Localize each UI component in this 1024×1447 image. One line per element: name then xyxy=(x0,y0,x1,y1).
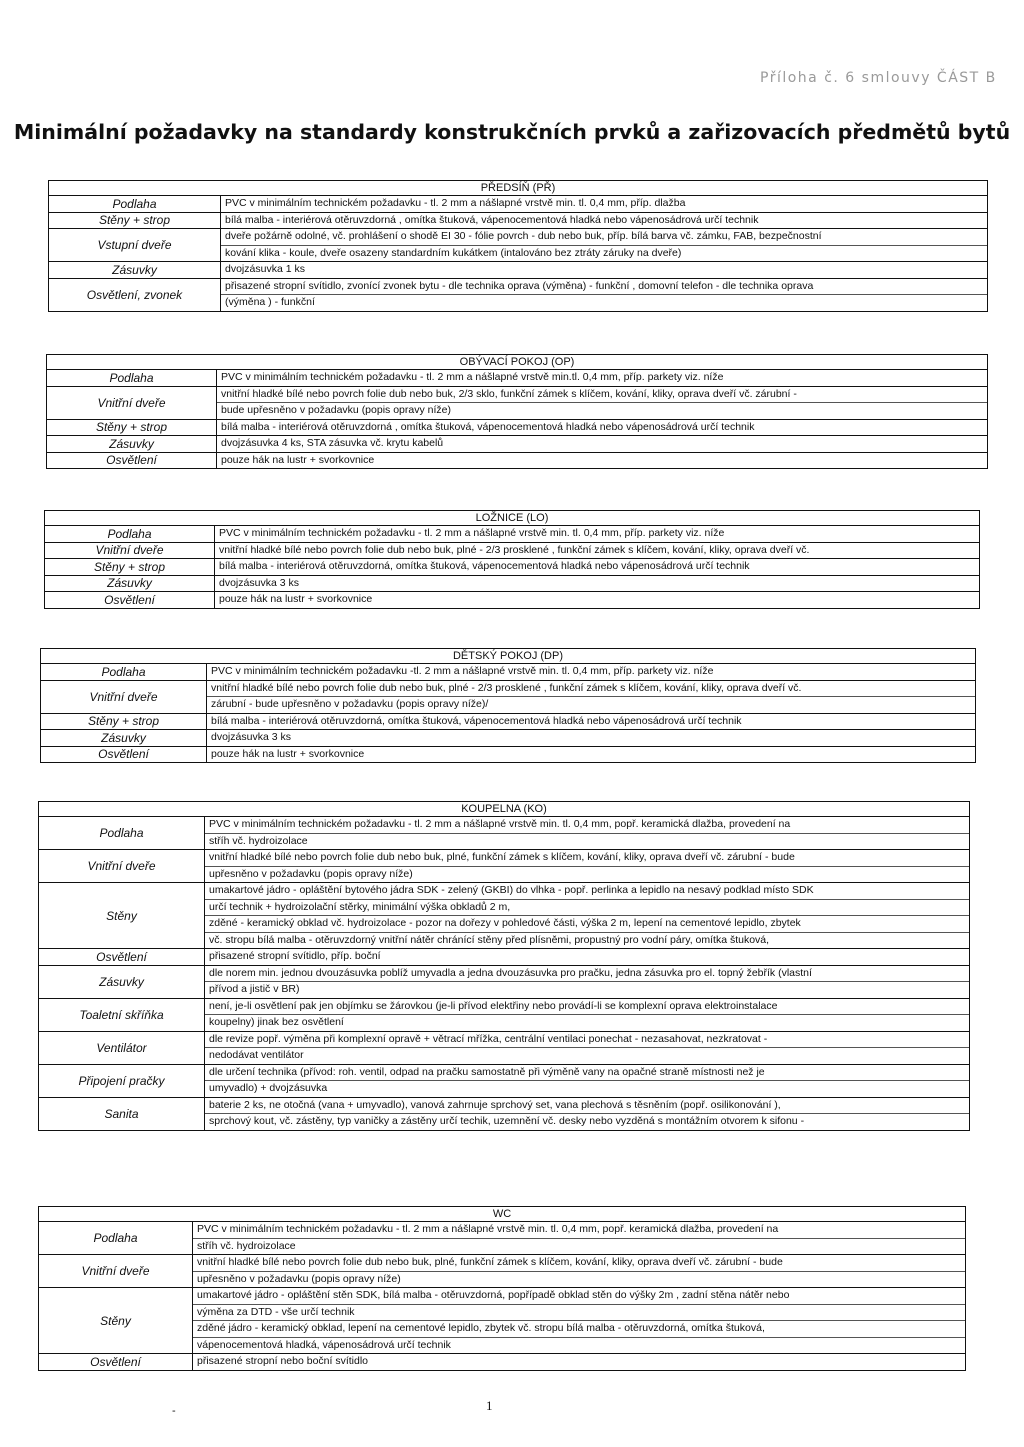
row-value xyxy=(205,966,969,998)
row-label: Zásuvky xyxy=(47,436,217,452)
row-value xyxy=(193,1255,965,1287)
value-line: PVC v minimálním technickém požadavku -tl. 2 mm a nášlapné vrstvě min. tl. 0,4 mm, příp. parkety viz. níže xyxy=(211,665,714,677)
page-number: 1 xyxy=(486,1398,493,1413)
row-value xyxy=(207,681,975,713)
value-line: PVC v minimálním technickém požadavku - tl. 2 mm a nášlapné vrstvě min. tl. 0,4 mm, popř. keramická dlažba, provedení na xyxy=(205,817,969,834)
section-loznice xyxy=(44,510,980,609)
table-row xyxy=(39,1353,965,1370)
row-value xyxy=(205,1032,969,1064)
value-line: koupelny) jinak bez osvětlení xyxy=(209,1016,344,1028)
value-line: sprchový kout, vč. zástěny, typ vaničky a zástěny určí techik, uzemnění vč. desky nebo vyzděná s montážním otvorem k sifonu - xyxy=(209,1115,805,1127)
value-line: umakartové jádro - opláštění bytového jádra SDK - zelený (GKBI) do vlhka - popř. perlinka a lepidlo na nesavý podklad místo SDK xyxy=(205,883,969,900)
row-value xyxy=(207,664,975,680)
row-value xyxy=(221,213,987,229)
section-title: OBÝVACÍ POKOJ (OP) xyxy=(459,356,575,368)
document-stamp: Příloha č. 6 smlouvy ČÁST B xyxy=(760,70,997,86)
row-label: Podlaha xyxy=(39,1222,193,1254)
section-title: KOUPELNA (KO) xyxy=(461,803,547,815)
value-line: přívod a jistič v BR) xyxy=(209,983,300,995)
table-row xyxy=(39,882,969,948)
row-label: Sanita xyxy=(39,1098,205,1130)
section-obyvaci-pokoj xyxy=(46,354,988,469)
value-line: dvojzásuvka 1 ks xyxy=(225,263,305,275)
table-row xyxy=(39,965,969,998)
value-line: přisazené stropní nebo boční svítidlo xyxy=(197,1355,369,1367)
row-label: Toaletní skříňka xyxy=(39,999,205,1031)
page-title: Minimální požadavky na standardy konstrukčních prvků a zařizovacích předmětů bytů xyxy=(13,120,1011,144)
section-title: WC xyxy=(492,1208,512,1220)
row-label: Podlaha xyxy=(39,817,205,849)
value-line: vč. stropu bílá malba - otěruvzdorný vnitřní nátěr chránící stěny před plísněmi, propustný pro vodní páry, omítka štuková, xyxy=(209,933,770,946)
row-value xyxy=(221,196,987,212)
value-line: přisazené stropní svítidlo, příp. boční xyxy=(209,950,381,962)
row-label: Podlaha xyxy=(47,370,217,386)
table-row xyxy=(39,1097,969,1130)
value-line: umyvadlo) + dvojzásuvka xyxy=(209,1082,328,1094)
row-value xyxy=(193,1222,965,1254)
value-line: není, je-li osvětlení pak jen objímku se žárovkou (je-li přívod elektřiny nebo provádí-li se komplexní oprava elektroinstalace xyxy=(205,999,969,1016)
table-row xyxy=(45,525,979,542)
section-wc xyxy=(38,1206,966,1371)
footer-mark: - xyxy=(172,1405,176,1417)
value-line: vnitřní hladké bílé nebo povrch folie dub nebo buk, plné, funkční zámek s klíčem, kování, kliky, oprava dveří vč. zárubní - bude xyxy=(193,1255,965,1272)
table-row xyxy=(39,1064,969,1097)
value-line: dvojzásuvka 4 ks, STA zásuvka vč. krytu kabelů xyxy=(221,437,444,449)
row-value xyxy=(221,279,987,311)
table-row xyxy=(49,195,987,212)
row-value xyxy=(217,436,987,452)
table-row xyxy=(49,278,987,311)
table-row xyxy=(39,849,969,882)
row-value xyxy=(205,1065,969,1097)
value-line: dle norem min. jednou dvouzásuvka poblíž umyvadla a jedna dvouzásuvka pro pračku, jedna zásuvka pro el. topný žebřík (vlastní xyxy=(205,966,969,983)
row-label: Vnitřní dveře xyxy=(41,681,207,713)
value-line: určí technik + hydroizolační stěrky, minimální výška obkladů 2 m, xyxy=(205,900,969,917)
value-line: zděné - keramický obklad vč. hydroizolace - pozor na dořezy v pohledové části, výška 2 m, lepení na cementové lepidlo, zbytek xyxy=(205,916,969,933)
table-row xyxy=(39,1221,965,1254)
value-line: bílá malba - interiérová otěruvzdorná, omítka štuková, vápenocementová hladká nebo vápenosádrová určí technik xyxy=(219,560,750,572)
row-value xyxy=(217,370,987,386)
row-label: Podlaha xyxy=(41,664,207,680)
row-value xyxy=(193,1354,965,1370)
row-value xyxy=(215,559,979,575)
row-label: Stěny + strop xyxy=(41,714,207,730)
value-line: vnitřní hladké bílé nebo povrch folie dub nebo buk, plné - 2/3 prosklené , funkční zámek s klíčem, kování, kliky, oprava dveří vč. xyxy=(207,681,975,698)
row-value xyxy=(215,576,979,592)
row-value xyxy=(221,229,987,261)
table-row xyxy=(45,558,979,575)
table-row xyxy=(39,816,969,849)
value-line: pouze hák na lustr + svorkovnice xyxy=(211,747,365,760)
value-line: stříh vč. hydroizolace xyxy=(197,1239,296,1252)
row-value xyxy=(205,949,969,965)
row-label: Vnitřní dveře xyxy=(47,387,217,419)
value-line: kování klika - koule, dveře osazeny standardním kukátkem (intalováno bez ztráty záruky na dveře) xyxy=(225,246,682,259)
table-row xyxy=(39,998,969,1031)
value-line: dle určení technika (přívod: roh. ventil, odpad na pračku samostatně při výměně vany na opačné straně místnosti než je xyxy=(205,1065,969,1082)
table-row xyxy=(49,261,987,278)
value-line: upřesněno v požadavku (popis opravy níže) xyxy=(197,1272,401,1285)
value-line: dveře požárně odolné, vč. prohlášení o shodě EI 30 - fólie povrch - dub nebo buk, příp. bílá barva vč. zámku, FAB, bezpečnostní xyxy=(221,229,987,246)
row-value xyxy=(205,850,969,882)
section-title: LOŽNICE (LO) xyxy=(475,512,549,524)
value-line: vápenocementová hladká, vápenosádrová určí technik xyxy=(197,1338,451,1351)
row-label: Vnitřní dveře xyxy=(39,1255,193,1287)
value-line: stříh vč. hydroizolace xyxy=(209,834,308,847)
row-label: Osvětlení xyxy=(39,949,205,965)
value-line: nedodávat ventilátor xyxy=(209,1049,304,1061)
table-row xyxy=(41,746,975,763)
value-line: bílá malba - interiérová otěruvzdorná , omítka štuková, vápenocementová hladká nebo vápenosádrová určí technik xyxy=(225,213,759,226)
row-value xyxy=(221,262,987,278)
row-label: Vstupní dveře xyxy=(49,229,221,261)
value-line: zárubní - bude upřesněno v požadavku (popis opravy níže)/ xyxy=(211,698,489,710)
table-row xyxy=(39,1254,965,1287)
row-label: Vnitřní dveře xyxy=(39,850,205,882)
table-row xyxy=(45,542,979,559)
row-label: Stěny + strop xyxy=(45,559,215,575)
row-label: Podlaha xyxy=(49,196,221,212)
row-value xyxy=(207,714,975,730)
value-line: PVC v minimálním technickém požadavku - tl. 2 mm a nášlapné vrstvě min.tl. 0,4 mm, příp. parkety viz. níže xyxy=(221,371,724,383)
table-row xyxy=(49,212,987,229)
table-row xyxy=(47,369,987,386)
row-label: Ventilátor xyxy=(39,1032,205,1064)
row-label: Osvětlení xyxy=(41,747,207,763)
value-line: vnitřní hladké bílé nebo povrch folie dub nebo buk, 2/3 sklo, funkční zámek s klíčem, kování, kliky, oprava dveří vč. zárubní - xyxy=(217,387,987,404)
row-label: Podlaha xyxy=(45,526,215,542)
row-label: Osvětlení xyxy=(45,592,215,608)
value-line: vnitřní hladké bílé nebo povrch folie dub nebo buk, plné, funkční zámek s klíčem, kování, kliky, oprava dveří vč. zárubní - bude xyxy=(205,850,969,867)
table-row xyxy=(41,663,975,680)
row-value xyxy=(217,420,987,436)
value-line: PVC v minimálním technickém požadavku - tl. 2 mm a nášlapné vrstvě min. tl. 0,4 mm, příp. dlažba xyxy=(225,197,686,209)
row-label: Zásuvky xyxy=(39,966,205,998)
value-line: upřesněno v požadavku (popis opravy níže) xyxy=(209,867,413,880)
row-label: Zásuvky xyxy=(49,262,221,278)
row-value xyxy=(207,730,975,746)
row-label: Stěny xyxy=(39,1288,193,1353)
value-line: (výměna ) - funkční xyxy=(225,296,315,308)
table-row xyxy=(41,680,975,713)
value-line: bílá malba - interiérová otěruvzdorná, omítka štuková, vápenocementová hladká nebo vápenosádrová určí technik xyxy=(211,714,742,727)
value-line: vnitřní hladké bílé nebo povrch folie dub nebo buk, plné - 2/3 prosklené , funkční zámek s klíčem, kování, kliky, oprava dveří vč. xyxy=(219,543,810,556)
table-row xyxy=(45,575,979,592)
value-line: dvojzásuvka 3 ks xyxy=(211,731,291,743)
table-row xyxy=(39,948,969,965)
table-row xyxy=(39,1287,965,1353)
value-line: pouze hák na lustr + svorkovnice xyxy=(219,593,373,605)
table-row xyxy=(49,228,987,261)
value-line: dle revize popř. výměna při komplexní opravě + větrací mřížka, centrální ventilaci ponechat - nezasahovat, nezkratovat - xyxy=(205,1032,969,1049)
value-line: bude upřesněno v požadavku (popis opravy níže) xyxy=(221,404,451,416)
section-title: PŘEDSÍŇ (PŘ) xyxy=(480,182,556,194)
table-row xyxy=(47,419,987,436)
row-value xyxy=(205,999,969,1031)
row-label: Vnitřní dveře xyxy=(45,543,215,559)
value-line: zděné jádro - keramický obklad, lepení na cementové lepidlo, zbytek vč. stropu bílá malba - otěruvzdorná, omítka štuková, xyxy=(193,1321,965,1338)
value-line: dvojzásuvka 3 ks xyxy=(219,576,299,589)
value-line: PVC v minimálním technickém požadavku - tl. 2 mm a nášlapné vrstvě min. tl. 0,4 mm, příp. parkety viz. níže xyxy=(219,527,725,539)
table-row xyxy=(41,713,975,730)
row-label: Osvětlení xyxy=(47,453,217,469)
row-label: Stěny xyxy=(39,883,205,948)
row-label: Stěny + strop xyxy=(47,420,217,436)
table-row xyxy=(47,386,987,419)
value-line: baterie 2 ks, ne otočná (vana + umyvadlo), vanová zahrnuje sprchový set, vana plechová s těsněním (popř. osilikonování ), xyxy=(205,1098,969,1115)
row-label: Osvětlení, zvonek xyxy=(49,279,221,311)
section-title: DĚTSKÝ POKOJ (DP) xyxy=(452,650,564,662)
row-label: Zásuvky xyxy=(41,730,207,746)
table-row xyxy=(47,452,987,469)
value-line: umakartové jádro - opláštění stěn SDK, bílá malba - otěruvzdorná, popřípadě obklad stěn do výšky 2m , zadní stěna nátěr nebo xyxy=(193,1288,965,1305)
table-row xyxy=(41,729,975,746)
row-label: Připojení pračky xyxy=(39,1065,205,1097)
row-value xyxy=(207,747,975,763)
value-line: bílá malba - interiérová otěruvzdorná , omítka štuková, vápenocementová hladká nebo vápenosádrová určí technik xyxy=(221,420,755,433)
row-value xyxy=(193,1288,965,1353)
section-predsin xyxy=(48,180,988,312)
row-value xyxy=(205,817,969,849)
value-line: výměna za DTD - vše určí technik xyxy=(193,1305,965,1322)
section-koupelna xyxy=(38,801,970,1131)
table-row xyxy=(45,591,979,608)
row-value xyxy=(215,526,979,542)
row-value xyxy=(217,453,987,469)
value-line: PVC v minimálním technickém požadavku - tl. 2 mm a nášlapné vrstvě min. tl. 0,4 mm, popř. keramická dlažba, provedení na xyxy=(193,1222,965,1239)
value-line: přisazené stropní svítidlo, zvonící zvonek bytu - dle technika oprava (výměna) - funkční , domovní telefon - dle technika oprava xyxy=(221,279,987,296)
row-label: Zásuvky xyxy=(45,576,215,592)
row-value xyxy=(205,883,969,948)
table-row xyxy=(39,1031,969,1064)
value-line: pouze hák na lustr + svorkovnice xyxy=(221,453,375,466)
row-value xyxy=(215,592,979,608)
row-value xyxy=(215,543,979,559)
row-value xyxy=(217,387,987,419)
row-value xyxy=(205,1098,969,1130)
section-detsky-pokoj xyxy=(40,648,976,763)
table-row xyxy=(47,435,987,452)
row-label: Stěny + strop xyxy=(49,213,221,229)
row-label: Osvětlení xyxy=(39,1354,193,1370)
